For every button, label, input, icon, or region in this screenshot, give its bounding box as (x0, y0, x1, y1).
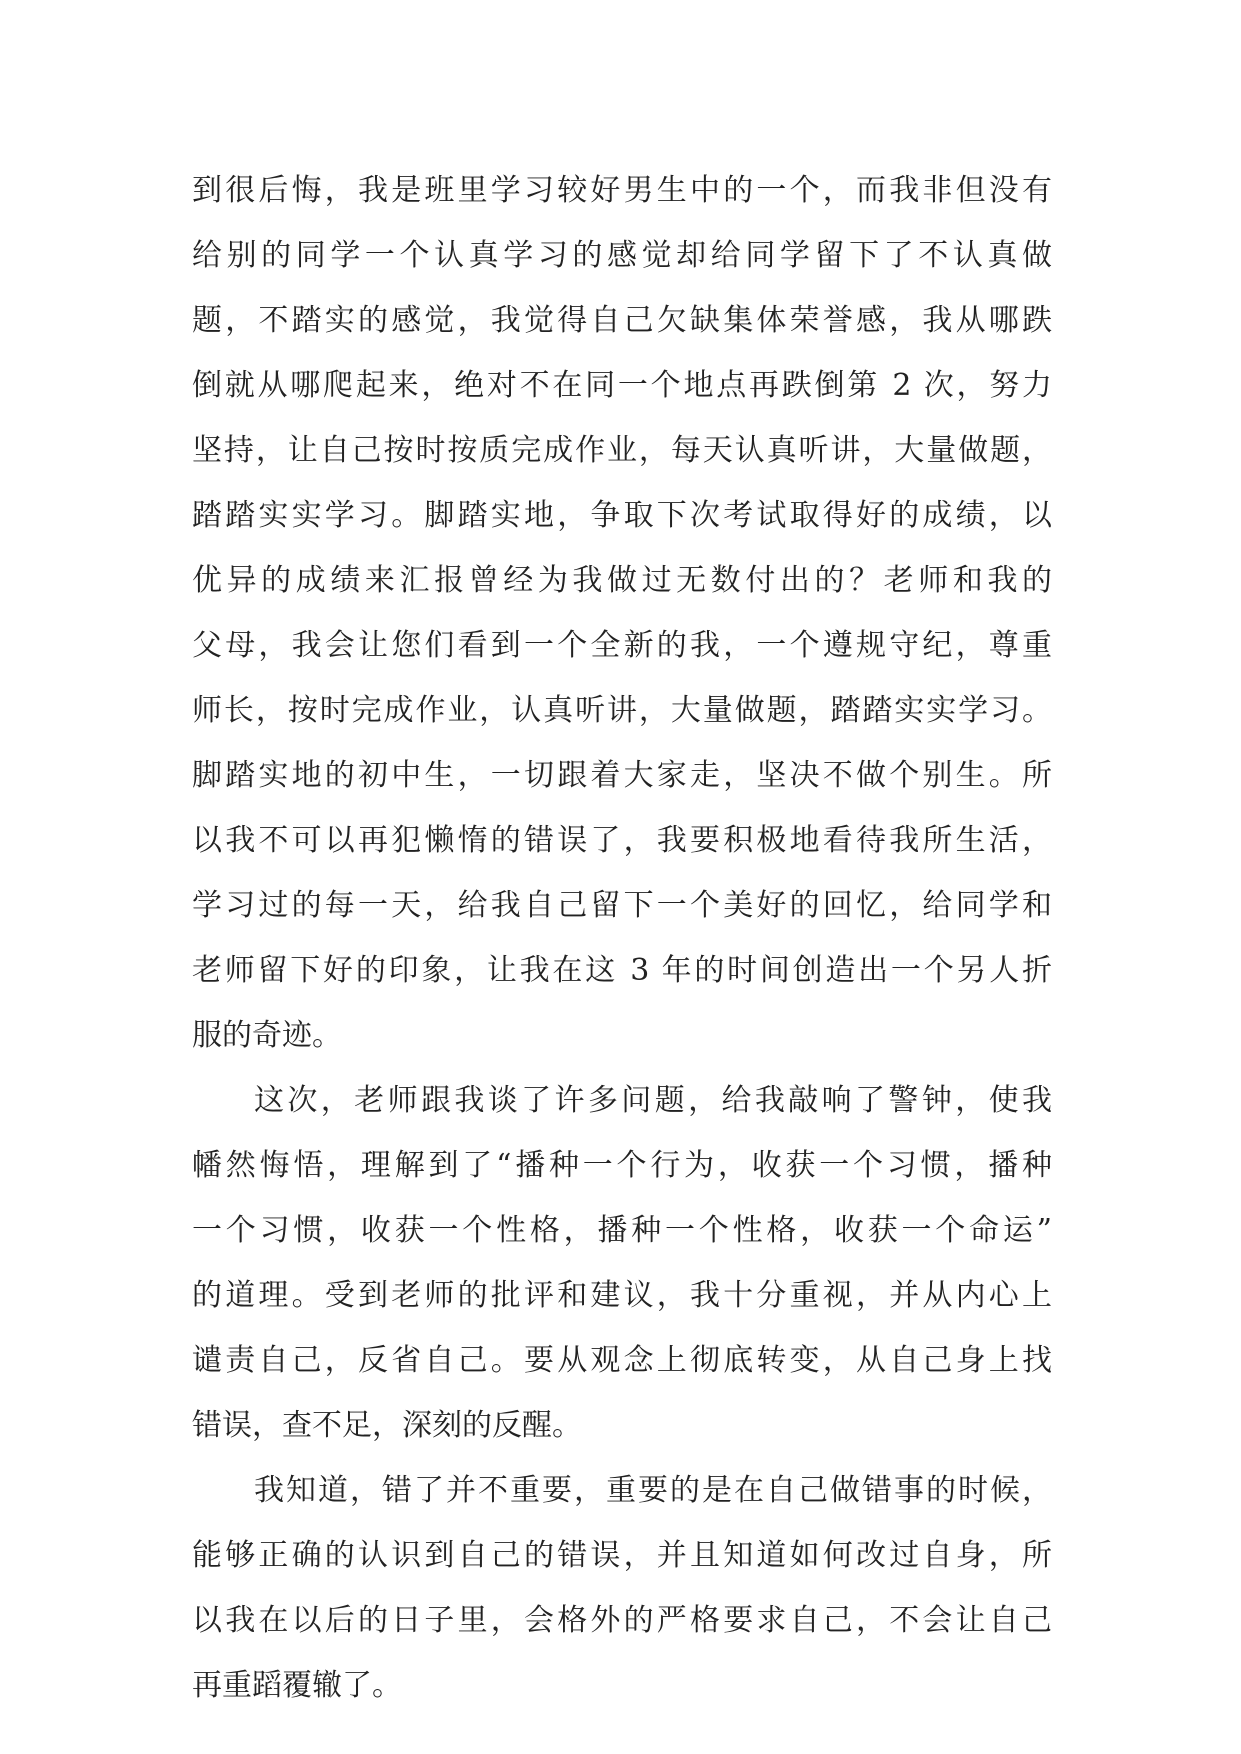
text-line: 谴责自己，反省自己。要从观念上彻底转变，从自己身上找 (192, 1343, 1052, 1378)
text-line: 给别的同学一个认真学习的感觉却给同学留下了不认真做 (192, 238, 1052, 273)
text-line: 师长，按时完成作业，认真听讲，大量做题，踏踏实实学习。 (192, 693, 1052, 728)
text-line: 倒就从哪爬起来，绝对不在同一个地点再跌倒第 2 次，努力 (192, 368, 1052, 403)
text-line: 错误，查不足，深刻的反醒。 (192, 1408, 582, 1443)
text-line: 以我在以后的日子里，会格外的严格要求自己，不会让自己 (192, 1603, 1052, 1638)
text-line: 以我不可以再犯懒惰的错误了，我要积极地看待我所生活， (192, 823, 1052, 858)
text-line: 题，不踏实的感觉，我觉得自己欠缺集体荣誉感，我从哪跌 (192, 303, 1052, 338)
text-line: 父母，我会让您们看到一个全新的我，一个遵规守纪，尊重 (192, 628, 1052, 663)
paragraph-start-line: 我知道，错了并不重要，重要的是在自己做错事的时候， (254, 1473, 1052, 1508)
text-line: 学习过的每一天，给我自己留下一个美好的回忆，给同学和 (192, 888, 1052, 923)
text-line: 一个习惯，收获一个性格，播种一个性格，收获一个命运” (192, 1213, 1052, 1248)
text-line: 的道理。受到老师的批评和建议，我十分重视，并从内心上 (192, 1278, 1052, 1313)
text-line: 能够正确的认识到自己的错误，并且知道如何改过自身，所 (192, 1538, 1052, 1573)
text-line: 踏踏实实学习。脚踏实地，争取下次考试取得好的成绩，以 (192, 498, 1052, 533)
text-line: 到很后悔，我是班里学习较好男生中的一个，而我非但没有 (192, 173, 1052, 208)
document-body (192, 158, 1052, 1718)
text-line: 服的奇迹。 (192, 1018, 342, 1053)
text-line: 坚持，让自己按时按质完成作业，每天认真听讲，大量做题， (192, 433, 1052, 468)
paragraph-start-line: 这次，老师跟我谈了许多问题，给我敲响了警钟，使我 (254, 1083, 1052, 1118)
text-line: 再重蹈覆辙了。 (192, 1668, 402, 1703)
text-line: 优异的成绩来汇报曾经为我做过无数付出的？老师和我的 (192, 563, 1052, 598)
text-line: 幡然悔悟，理解到了“播种一个行为，收获一个习惯，播种 (192, 1148, 1052, 1183)
text-line: 老师留下好的印象，让我在这 3 年的时间创造出一个另人折 (192, 953, 1052, 988)
text-line: 脚踏实地的初中生，一切跟着大家走，坚决不做个别生。所 (192, 758, 1052, 793)
